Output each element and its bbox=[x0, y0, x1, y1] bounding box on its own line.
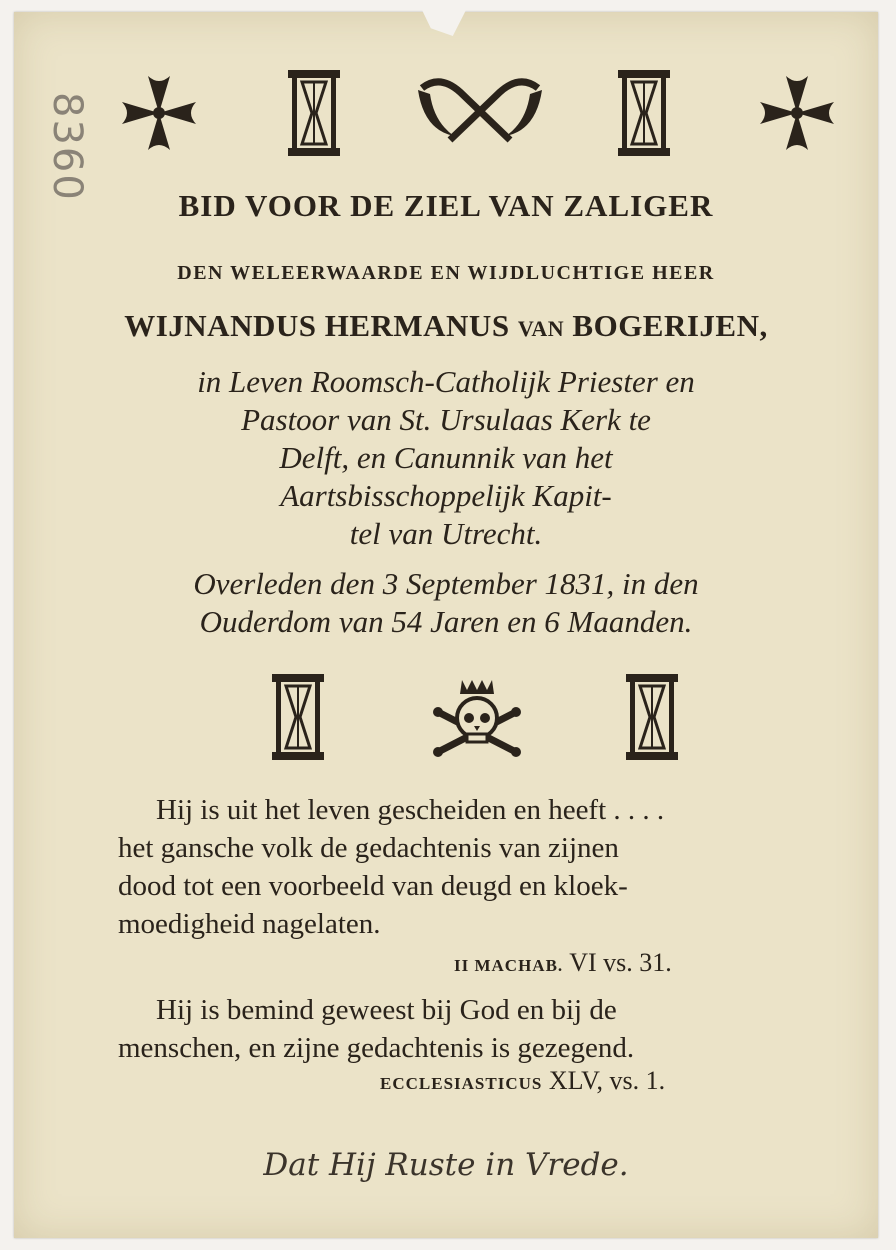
middle-ornament-row bbox=[14, 672, 878, 772]
archive-number: 8360 bbox=[44, 92, 90, 202]
age-line: Ouderdom van 54 Jaren en 6 Maanden. bbox=[199, 604, 693, 639]
closing-prayer: Dat Hij Ruste in Vrede. bbox=[263, 1147, 629, 1183]
scripture-reference bbox=[454, 948, 672, 978]
name-particle: VAN bbox=[517, 316, 565, 341]
description-line: in Leven Roomsch-Catholijk Priester en bbox=[197, 364, 695, 399]
card-subheading: DEN WELEERWAARDE EN WIJDLUCHTIGE HEER bbox=[177, 262, 715, 284]
crowned-skull-icon bbox=[432, 676, 522, 760]
name-first: WIJNANDUS HERMANUS bbox=[124, 308, 510, 343]
description-line: Pastoor van St. Ursulaas Kerk te bbox=[241, 402, 651, 437]
torn-notch bbox=[422, 10, 466, 36]
quote-line: het gansche volk de gedachtenis van zijnen bbox=[118, 832, 619, 864]
cross-pattee-icon-left bbox=[118, 72, 200, 154]
crossed-scythes-icon bbox=[414, 70, 546, 156]
reference-book: II MACHAB. bbox=[454, 956, 564, 975]
description-line: Aartsbisschoppelijk Kapit- bbox=[280, 478, 612, 513]
quote-line: Hij is bemind geweest bij God en bij de bbox=[156, 994, 617, 1026]
memorial-card bbox=[14, 12, 878, 1238]
quote-line: dood tot een voorbeeld van deugd en kloek- bbox=[118, 870, 628, 902]
description-line: Delft, en Canunnik van het bbox=[279, 440, 613, 475]
quote-line: menschen, en zijne gedachtenis is gezegend. bbox=[118, 1032, 635, 1064]
quote-line: Hij is uit het leven gescheiden en heeft . . . . bbox=[156, 794, 665, 826]
card-heading: BID VOOR DE ZIEL VAN ZALIGER bbox=[178, 188, 714, 223]
reference-verse: VI vs. 31. bbox=[569, 948, 672, 977]
deceased-name bbox=[14, 308, 878, 344]
hourglass-icon-right bbox=[616, 68, 672, 158]
death-date-line: Overleden den 3 September 1831, in den bbox=[193, 566, 699, 601]
cross-pattee-icon-right bbox=[756, 72, 838, 154]
top-ornament-row bbox=[14, 64, 878, 164]
reference-book: ECCLESIASTICUS bbox=[380, 1074, 543, 1093]
hourglass-icon-mid-left bbox=[270, 672, 326, 762]
hourglass-icon-mid-right bbox=[624, 672, 680, 762]
hourglass-icon-left bbox=[286, 68, 342, 158]
description-line: tel van Utrecht. bbox=[349, 516, 543, 551]
reference-verse: XLV, vs. 1. bbox=[548, 1066, 666, 1095]
quote-line: moedigheid nagelaten. bbox=[118, 908, 381, 940]
scripture-reference bbox=[380, 1066, 665, 1096]
name-last: BOGERIJEN, bbox=[572, 308, 768, 343]
